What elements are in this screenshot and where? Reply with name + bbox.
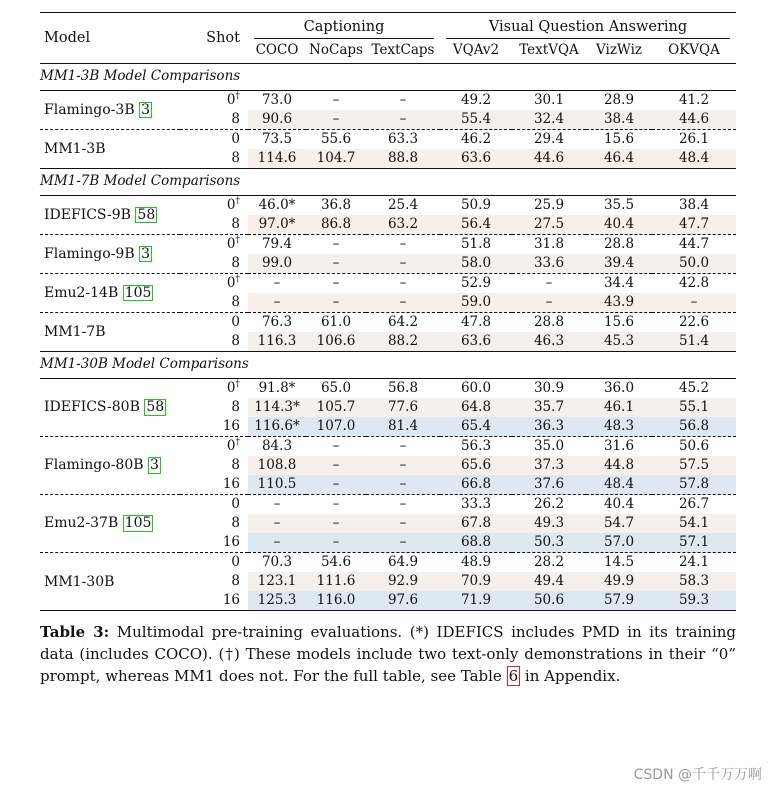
value-cell: 99.0 [248,254,306,274]
table-row [40,274,736,294]
value-cell: – [306,293,366,313]
value-cell: 36.0 [586,379,652,399]
value-cell: 30.9 [512,379,586,399]
value-cell: 64.8 [440,398,512,417]
dagger-mark: † [235,379,240,390]
citation-link[interactable]: 58 [137,206,156,223]
shot-cell [180,417,248,437]
value-cell: 76.3 [248,313,306,333]
value-cell: 25.4 [366,196,440,216]
value-cell: 84.3 [248,437,306,457]
value-cell: 47.8 [440,313,512,333]
value-cell: 57.5 [652,456,736,475]
value-cell: 51.4 [652,332,736,352]
value-cell: 57.9 [586,591,652,611]
value-cell: 50.0 [652,254,736,274]
shot-cell [180,379,248,399]
value-cell: 48.9 [440,553,512,573]
table-row [40,196,736,216]
results-table [40,12,736,611]
watermark: CSDN @千千万万啊 [634,764,762,784]
shot-value: 8 [231,215,240,232]
value-cell: – [366,293,440,313]
value-cell: 71.9 [440,591,512,611]
shot-value: 16 [222,417,240,434]
value-cell: 97.6 [366,591,440,611]
value-cell: – [306,495,366,515]
value-cell: 26.2 [512,495,586,515]
value-cell: 125.3 [248,591,306,611]
shot-value: 0 [226,196,236,213]
table-row [40,379,736,399]
value-cell: 46.1 [586,398,652,417]
value-cell: 33.3 [440,495,512,515]
value-cell: 42.8 [652,274,736,294]
value-cell: 29.4 [512,130,586,150]
shot-value: 8 [231,254,240,271]
shot-value: 8 [231,293,240,310]
caption-text-1: Multimodal pre-training evaluations. (*) IDEFICS includes PMD in its training data (includes COCO). (†) These models include two text-only demonstrations in their “0” prompt, whereas MM1 does not. For the full table, see Table [40,623,737,685]
value-cell: 55.6 [306,130,366,150]
value-cell: 15.6 [586,313,652,333]
model-name: Flamingo-9B [44,245,135,262]
section-title: MM1-7B Model Comparisons [40,169,736,196]
dagger-mark: † [235,274,240,285]
dagger-mark: † [235,437,240,448]
citation-link[interactable]: 105 [124,515,152,532]
column-header-coco: COCO [255,42,299,59]
dagger-mark: † [235,235,240,246]
value-cell: 30.1 [512,91,586,111]
shot-cell [180,398,248,417]
value-cell: 123.1 [248,572,306,591]
value-cell: 48.4 [586,475,652,495]
value-cell: 35.5 [586,196,652,216]
shot-cell [180,110,248,130]
value-cell: 114.6 [248,149,306,169]
value-cell: 14.5 [586,553,652,573]
shot-cell [180,514,248,533]
value-cell: 46.2 [440,130,512,150]
value-cell: 40.4 [586,215,652,235]
shot-value: 8 [231,332,240,349]
value-cell: 37.6 [512,475,586,495]
model-name: MM1-3B [44,141,106,157]
value-cell: 57.1 [652,533,736,553]
column-header-nocaps: NoCaps [309,42,363,59]
value-cell: 63.2 [366,215,440,235]
value-cell: 58.0 [440,254,512,274]
value-cell: 59.0 [440,293,512,313]
shot-value: 8 [231,149,240,166]
shot-value: 8 [231,398,240,415]
value-cell: 34.4 [586,274,652,294]
value-cell: 90.6 [248,110,306,130]
model-name: Flamingo-3B [44,101,135,118]
column-header-textvqa: TextVQA [519,42,579,59]
value-cell: 67.8 [440,514,512,533]
value-cell: – [366,437,440,457]
column-header-vqav2: VQAv2 [452,42,500,59]
value-cell: 63.6 [440,149,512,169]
value-cell: 86.8 [306,215,366,235]
value-cell: 35.0 [512,437,586,457]
value-cell: 56.3 [440,437,512,457]
value-cell: 36.8 [306,196,366,216]
value-cell: – [366,475,440,495]
model-name: MM1-30B [44,573,115,590]
value-cell: 79.4 [248,235,306,255]
value-cell: – [306,533,366,553]
citation-link[interactable]: 3 [141,101,150,118]
value-cell: 70.3 [248,553,306,573]
value-cell: 116.0 [306,591,366,611]
value-cell: 45.2 [652,379,736,399]
shot-cell [180,313,248,333]
value-cell: – [306,514,366,533]
value-cell: 111.6 [306,572,366,591]
value-cell: – [512,293,586,313]
shot-value: 0 [231,313,240,330]
value-cell: 41.2 [652,91,736,111]
header-shot: Shot [180,13,248,64]
value-cell: 49.3 [512,514,586,533]
value-cell: 51.8 [440,235,512,255]
value-cell: 56.4 [440,215,512,235]
value-cell: 97.0* [248,215,306,235]
value-cell: 56.8 [366,379,440,399]
value-cell: 92.9 [366,572,440,591]
shot-value: 0 [226,274,236,291]
value-cell: 44.7 [652,235,736,255]
value-cell: 56.8 [652,417,736,437]
value-cell: 49.9 [586,572,652,591]
value-cell: 31.6 [586,437,652,457]
shot-cell [180,215,248,235]
shot-value: 16 [222,591,240,608]
value-cell: 49.2 [440,91,512,111]
caption-label: Table 3: [40,623,110,641]
shot-cell [180,332,248,352]
value-cell: 88.8 [366,149,440,169]
value-cell: 64.9 [366,553,440,573]
value-cell: 50.3 [512,533,586,553]
value-cell: 50.6 [512,591,586,611]
value-cell: 28.2 [512,553,586,573]
shot-value: 8 [231,572,240,589]
value-cell: – [366,495,440,515]
value-cell: 49.4 [512,572,586,591]
caption-text-2: in Appendix. [520,667,621,685]
model-name: Emu2-37B [44,515,119,532]
value-cell: 88.2 [366,332,440,352]
shot-value: 8 [231,456,240,473]
value-cell: 116.3 [248,332,306,352]
value-cell: 50.9 [440,196,512,216]
shot-cell [180,196,248,216]
table-row [40,235,736,255]
citation-link[interactable]: 105 [124,284,152,301]
shot-cell [180,533,248,553]
model-name-cell [40,91,180,130]
value-cell: 73.0 [248,91,306,111]
value-cell: 31.8 [512,235,586,255]
value-cell: 46.3 [512,332,586,352]
value-cell: 65.6 [440,456,512,475]
value-cell: 38.4 [586,110,652,130]
value-cell: – [306,274,366,294]
value-cell: 38.4 [652,196,736,216]
shot-value: 16 [222,533,240,550]
value-cell: 108.8 [248,456,306,475]
value-cell: 106.6 [306,332,366,352]
dagger-mark: † [235,196,240,207]
value-cell: 116.6* [248,417,306,437]
value-cell: 59.3 [652,591,736,611]
value-cell: 54.7 [586,514,652,533]
table-figure [40,12,736,687]
value-cell: 46.4 [586,149,652,169]
value-cell: 37.3 [512,456,586,475]
model-name: Emu2-14B [44,284,119,301]
value-cell: 46.0* [248,196,306,216]
shot-cell [180,293,248,313]
value-cell: – [248,293,306,313]
shot-cell [180,456,248,475]
table-row [40,437,736,457]
value-cell: – [306,110,366,130]
value-cell: 65.0 [306,379,366,399]
shot-cell [180,437,248,457]
model-name-cell [40,196,180,235]
shot-cell [180,553,248,573]
model-name-cell [40,130,180,169]
value-cell: 15.6 [586,130,652,150]
value-cell: 43.9 [586,293,652,313]
value-cell: 107.0 [306,417,366,437]
value-cell: 44.6 [652,110,736,130]
value-cell: 55.1 [652,398,736,417]
value-cell: 22.6 [652,313,736,333]
value-cell: 47.7 [652,215,736,235]
value-cell: 54.6 [306,553,366,573]
value-cell: 28.9 [586,91,652,111]
table-body [40,64,736,611]
shot-cell [180,475,248,495]
value-cell: 55.4 [440,110,512,130]
model-name-cell [40,553,180,611]
value-cell: 66.8 [440,475,512,495]
shot-value: 0 [226,91,236,108]
value-cell: 32.4 [512,110,586,130]
table-row [40,553,736,573]
value-cell: 44.6 [512,149,586,169]
header-model: Model [40,13,180,64]
value-cell: 35.7 [512,398,586,417]
shot-cell [180,235,248,255]
section-title: MM1-3B Model Comparisons [40,64,736,91]
value-cell: 63.3 [366,130,440,150]
value-cell: 40.4 [586,495,652,515]
value-cell: – [366,274,440,294]
model-name-cell [40,235,180,274]
value-cell: 58.3 [652,572,736,591]
column-header-textcaps: TextCaps [371,42,435,59]
model-name: IDEFICS-80B [44,399,140,416]
model-name: IDEFICS-9B [44,206,131,223]
shot-value: 8 [231,110,240,127]
value-cell: – [366,110,440,130]
table-row [40,130,736,150]
value-cell: – [366,514,440,533]
table-row [40,495,736,515]
value-cell: 44.8 [586,456,652,475]
shot-cell [180,149,248,169]
shot-value: 8 [231,514,240,531]
value-cell: – [248,274,306,294]
value-cell: – [306,437,366,457]
value-cell: – [248,514,306,533]
table-row [40,313,736,333]
shot-value: 16 [222,475,240,492]
value-cell: 48.4 [652,149,736,169]
value-cell: – [366,91,440,111]
model-name-cell [40,437,180,495]
value-cell: 65.4 [440,417,512,437]
value-cell: 114.3* [248,398,306,417]
caption-table-ref-link[interactable]: 6 [508,667,519,685]
value-cell: 26.1 [652,130,736,150]
shot-cell [180,572,248,591]
section-title: MM1-30B Model Comparisons [40,352,736,379]
value-cell: – [306,475,366,495]
value-cell: 28.8 [586,235,652,255]
value-cell: 63.6 [440,332,512,352]
model-name-cell [40,379,180,437]
shot-value: 0 [226,437,236,454]
value-cell: – [306,91,366,111]
value-cell: 81.4 [366,417,440,437]
value-cell: – [306,456,366,475]
value-cell: 57.0 [586,533,652,553]
model-name: Flamingo-80B [44,457,144,474]
value-cell: 24.1 [652,553,736,573]
value-cell: 33.6 [512,254,586,274]
value-cell: – [366,533,440,553]
value-cell: 104.7 [306,149,366,169]
value-cell: 110.5 [248,475,306,495]
value-cell: 68.8 [440,533,512,553]
dagger-mark: † [235,91,240,102]
value-cell: 36.3 [512,417,586,437]
table-row [40,91,736,111]
value-cell: 50.6 [652,437,736,457]
value-cell: 26.7 [652,495,736,515]
value-cell: – [366,235,440,255]
header-group-vqa: Visual Question Answering [440,13,736,40]
header-group-captioning: Captioning [248,13,440,40]
shot-cell [180,591,248,611]
shot-cell [180,254,248,274]
model-name-cell [40,495,180,553]
shot-value: 0 [226,379,236,396]
value-cell: – [652,293,736,313]
value-cell: 52.9 [440,274,512,294]
citation-link[interactable]: 3 [141,245,150,262]
value-cell: 60.0 [440,379,512,399]
value-cell: 45.3 [586,332,652,352]
value-cell: 77.6 [366,398,440,417]
value-cell: 27.5 [512,215,586,235]
value-cell: – [366,456,440,475]
value-cell: – [306,235,366,255]
shot-cell [180,495,248,515]
value-cell: – [306,254,366,274]
table-caption [40,621,736,687]
value-cell: 91.8* [248,379,306,399]
value-cell: – [512,274,586,294]
value-cell: 54.1 [652,514,736,533]
citation-link[interactable]: 58 [146,399,165,416]
value-cell: 70.9 [440,572,512,591]
value-cell: 64.2 [366,313,440,333]
shot-cell [180,91,248,111]
value-cell: 73.5 [248,130,306,150]
shot-value: 0 [226,235,236,252]
value-cell: – [366,254,440,274]
shot-value: 0 [231,130,240,147]
value-cell: 105.7 [306,398,366,417]
value-cell: 61.0 [306,313,366,333]
value-cell: 39.4 [586,254,652,274]
model-name: MM1-7B [44,324,106,340]
value-cell: 28.8 [512,313,586,333]
shot-cell [180,130,248,150]
value-cell: 25.9 [512,196,586,216]
value-cell: – [248,533,306,553]
value-cell: – [248,495,306,515]
value-cell: 57.8 [652,475,736,495]
value-cell: 48.3 [586,417,652,437]
column-header-okvqa: OKVQA [668,42,720,59]
shot-value: 0 [231,495,240,512]
shot-value: 0 [231,553,240,570]
model-name-cell [40,313,180,352]
column-header-vizwiz: VizWiz [595,42,642,59]
citation-link[interactable]: 3 [149,457,159,474]
model-name-cell [40,274,180,313]
shot-cell [180,274,248,294]
